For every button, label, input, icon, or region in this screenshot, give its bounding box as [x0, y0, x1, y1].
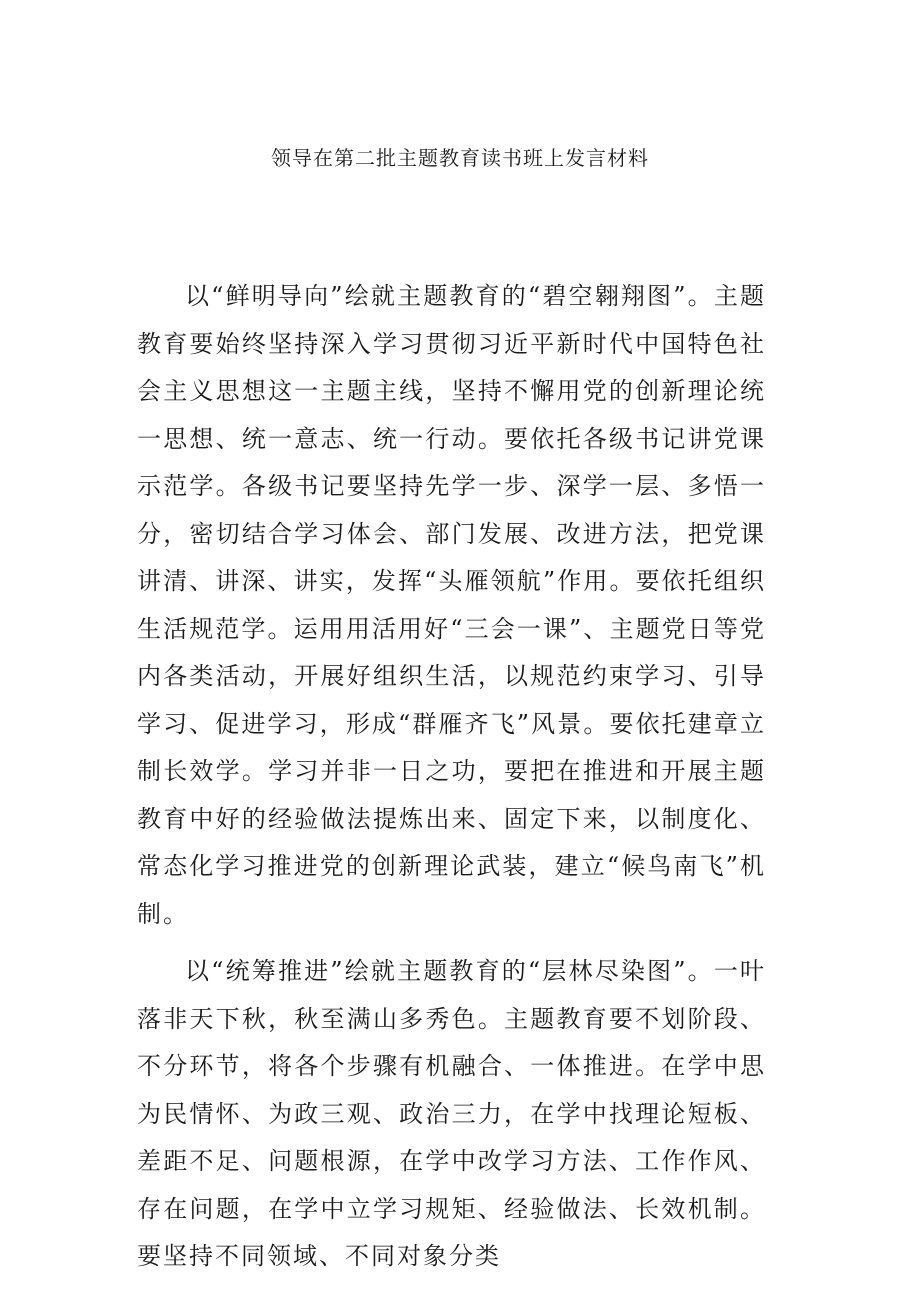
document-body [137, 273, 766, 1281]
document-title: 领导在第二批主题教育读书班上发言材料 [271, 146, 649, 170]
paragraph: 以“鲜明导向”绘就主题教育的“碧空翱翔图”。主题教育要始终坚持深入学习贯彻习近平新时代中国特色社会主义思想这一主题主线，坚持不懈用党的创新理论统一思想、统一意志、统一行动。要依托各级书记讲党课示范学。各级书记要坚持先学一步、深学一层、多悟一分，密切结合学习体会、部门发展、改进方法，把党课讲清、讲深、讲实，发挥“头雁领航”作用。要依托组织生活规范学。运用用活用好“三会一课”、主题党日等党内各类活动，开展好组织生活，以规范约束学习、引导学习、促进学习，形成“群雁齐飞”风景。要依托建章立制长效学。学习并非一日之功，要把在推进和开展主题教育中好的经验做法提炼出来、固定下来，以制度化、常态化学习推进党的创新理论武装，建立“候鸟南飞”机制。 [137, 282, 766, 928]
paragraph: 以“统筹推进”绘就主题教育的“层林尽染图”。一叶落非天下秋，秋至满山多秀色。主题教育要不划阶段、不分环节，将各个步骤有机融合、一体推进。在学中思为民情怀、为政三观、政治三力，在学中找理论短板、差距不足、问题根源，在学中改学习方法、工作作风、存在问题，在学中立学习规矩、经验做法、长效机制。要坚持不同领域、不同对象分类 [137, 957, 766, 1270]
